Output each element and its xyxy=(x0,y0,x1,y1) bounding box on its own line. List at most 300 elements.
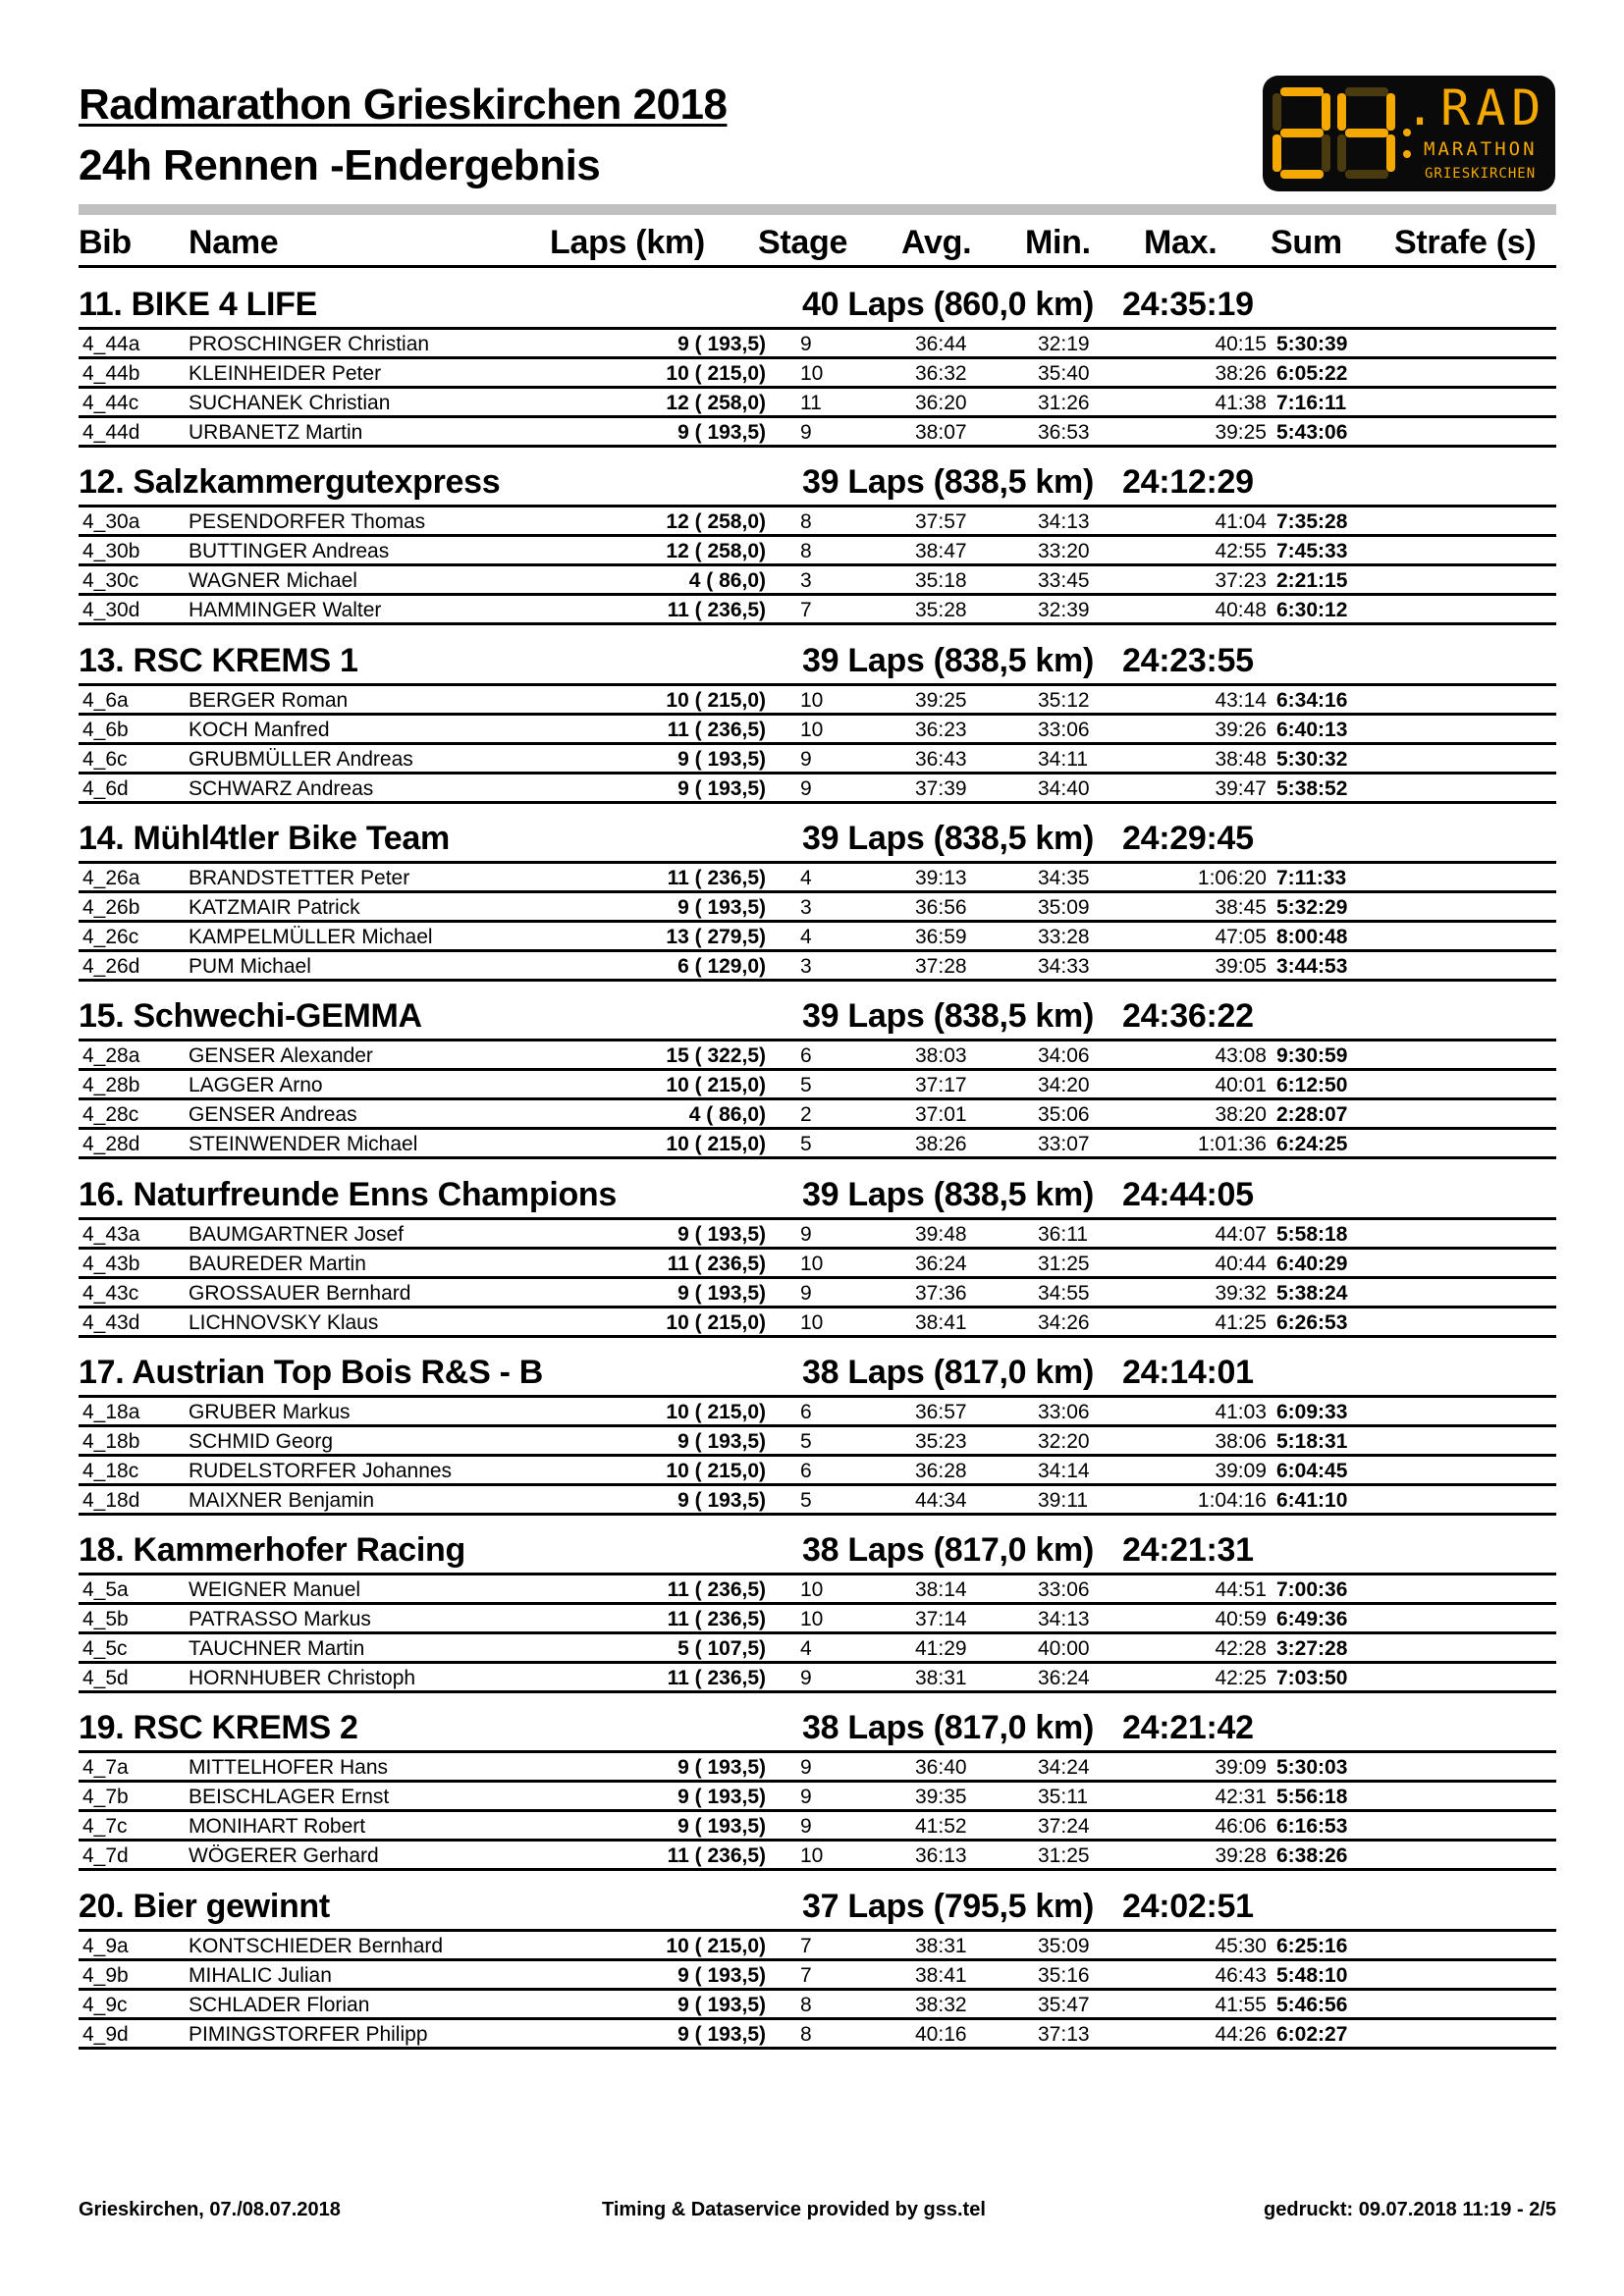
team-header xyxy=(79,1707,1556,1753)
cell-max: 45:30 xyxy=(1215,1935,1267,1957)
cell-avg: 39:35 xyxy=(915,1786,967,1808)
cell-bib: 4_9c xyxy=(82,1994,128,2016)
cell-stage: 5 xyxy=(800,1430,812,1453)
cell-min: 40:00 xyxy=(1038,1637,1090,1660)
cell-sum: 6:49:36 xyxy=(1276,1608,1348,1630)
table-row xyxy=(79,359,1556,389)
cell-stage: 10 xyxy=(800,1608,824,1630)
cell-bib: 4_7c xyxy=(82,1815,128,1838)
table-row xyxy=(79,1991,1556,2020)
cell-name: GRUBMÜLLER Andreas xyxy=(189,748,413,771)
cell-sum: 6:16:53 xyxy=(1276,1815,1348,1838)
cell-laps: 11 ( 236,5) xyxy=(667,719,766,741)
cell-name: GENSER Andreas xyxy=(189,1103,357,1126)
team-header xyxy=(79,461,1556,507)
cell-avg: 38:07 xyxy=(915,421,967,444)
team-total-time: 24:35:19 xyxy=(1122,286,1254,323)
cell-laps: 11 ( 236,5) xyxy=(667,1253,766,1275)
cell-laps: 9 ( 193,5) xyxy=(677,1994,766,2016)
cell-avg: 38:41 xyxy=(915,1311,967,1334)
cell-avg: 39:25 xyxy=(915,689,967,712)
cell-min: 34:11 xyxy=(1038,748,1088,771)
cell-laps: 9 ( 193,5) xyxy=(677,1815,766,1838)
table-row xyxy=(79,1041,1556,1071)
cell-laps: 9 ( 193,5) xyxy=(677,1223,766,1246)
team-total-laps: 37 Laps (795,5 km) xyxy=(802,1888,1094,1925)
table-row xyxy=(79,418,1556,448)
team-total-laps: 39 Laps (838,5 km) xyxy=(802,820,1094,857)
cell-bib: 4_43b xyxy=(82,1253,140,1275)
footer-printed-page: gedruckt: 09.07.2018 11:19 - 2/5 xyxy=(1264,2199,1556,2220)
cell-min: 34:13 xyxy=(1038,510,1090,533)
cell-bib: 4_30c xyxy=(82,569,139,592)
cell-max: 38:45 xyxy=(1215,896,1267,919)
table-row xyxy=(79,716,1556,745)
cell-min: 33:07 xyxy=(1038,1133,1090,1155)
cell-bib: 4_18d xyxy=(82,1489,140,1512)
cell-min: 35:09 xyxy=(1038,1935,1090,1957)
team-total-time: 24:29:45 xyxy=(1122,820,1254,857)
cell-avg: 35:23 xyxy=(915,1430,967,1453)
cell-name: GROSSAUER Bernhard xyxy=(189,1282,411,1305)
cell-name: SCHWARZ Andreas xyxy=(189,777,374,800)
cell-sum: 5:56:18 xyxy=(1276,1786,1348,1808)
cell-bib: 4_18a xyxy=(82,1401,140,1423)
cell-laps: 11 ( 236,5) xyxy=(667,1578,766,1601)
col-sum: Sum xyxy=(1271,224,1342,261)
cell-laps: 12 ( 258,0) xyxy=(666,540,766,562)
cell-stage: 10 xyxy=(800,362,824,385)
cell-min: 31:25 xyxy=(1038,1844,1090,1867)
cell-laps: 11 ( 236,5) xyxy=(667,1608,766,1630)
cell-name: MONIHART Robert xyxy=(189,1815,366,1838)
cell-avg: 37:57 xyxy=(915,510,967,533)
cell-laps: 9 ( 193,5) xyxy=(677,1430,766,1453)
table-row xyxy=(79,2020,1556,2050)
cell-stage: 4 xyxy=(800,867,812,889)
team-block xyxy=(79,1529,1556,1693)
cell-laps: 10 ( 215,0) xyxy=(666,1401,766,1423)
col-name: Name xyxy=(189,224,279,261)
table-row xyxy=(79,537,1556,566)
cell-avg: 37:36 xyxy=(915,1282,967,1305)
cell-avg: 36:32 xyxy=(915,362,967,385)
cell-name: WÖGERER Gerhard xyxy=(189,1844,379,1867)
team-block xyxy=(79,640,1556,804)
cell-name: GENSER Alexander xyxy=(189,1044,373,1067)
cell-name: KLEINHEIDER Peter xyxy=(189,362,382,385)
cell-sum: 9:30:59 xyxy=(1276,1044,1348,1067)
cell-laps: 10 ( 215,0) xyxy=(666,1460,766,1482)
cell-max: 40:44 xyxy=(1215,1253,1267,1275)
cell-min: 33:06 xyxy=(1038,1578,1090,1601)
cell-max: 1:04:16 xyxy=(1197,1489,1267,1512)
cell-stage: 8 xyxy=(800,1994,812,2016)
cell-name: PIMINGSTORFER Philipp xyxy=(189,2023,428,2046)
table-row xyxy=(79,1664,1556,1693)
cell-bib: 4_5a xyxy=(82,1578,129,1601)
col-max: Max. xyxy=(1144,224,1218,261)
cell-name: BUTTINGER Andreas xyxy=(189,540,390,562)
cell-laps: 9 ( 193,5) xyxy=(677,333,766,355)
cell-laps: 9 ( 193,5) xyxy=(677,1786,766,1808)
col-min: Min. xyxy=(1025,224,1091,261)
cell-bib: 4_6d xyxy=(82,777,129,800)
table-row xyxy=(79,1753,1556,1783)
cell-stage: 10 xyxy=(800,719,824,741)
cell-sum: 5:30:03 xyxy=(1276,1756,1348,1779)
cell-max: 39:32 xyxy=(1215,1282,1267,1305)
table-row xyxy=(79,774,1556,804)
cell-max: 1:06:20 xyxy=(1197,867,1267,889)
cell-min: 33:20 xyxy=(1038,540,1090,562)
logo-grieskirchen: GRIESKIRCHEN xyxy=(1425,166,1537,182)
cell-max: 39:47 xyxy=(1215,777,1267,800)
team-total-laps: 39 Laps (838,5 km) xyxy=(802,463,1094,501)
cell-bib: 4_7d xyxy=(82,1844,129,1867)
cell-name: HORNHUBER Christoph xyxy=(189,1667,416,1689)
cell-name: BRANDSTETTER Peter xyxy=(189,867,410,889)
cell-bib: 4_5b xyxy=(82,1608,129,1630)
cell-min: 34:33 xyxy=(1038,955,1090,978)
table-row xyxy=(79,330,1556,359)
team-title: 17. Austrian Top Bois R&S - B xyxy=(79,1354,544,1391)
cell-max: 47:05 xyxy=(1215,926,1267,948)
cell-avg: 40:16 xyxy=(915,2023,967,2046)
event-logo xyxy=(1263,76,1555,191)
cell-max: 39:26 xyxy=(1215,719,1267,741)
logo-marathon: MARATHON xyxy=(1424,138,1538,160)
footer-location-date: Grieskirchen, 07./08.07.2018 xyxy=(79,2199,341,2220)
team-title: 18. Kammerhofer Racing xyxy=(79,1531,465,1569)
team-title: 15. Schwechi-GEMMA xyxy=(79,997,422,1035)
cell-min: 34:06 xyxy=(1038,1044,1090,1067)
cell-max: 42:31 xyxy=(1215,1786,1267,1808)
cell-bib: 4_44a xyxy=(82,333,140,355)
cell-max: 42:25 xyxy=(1215,1667,1267,1689)
cell-stage: 7 xyxy=(800,1964,812,1987)
cell-min: 32:20 xyxy=(1038,1430,1090,1453)
cell-bib: 4_43d xyxy=(82,1311,140,1334)
cell-min: 36:11 xyxy=(1038,1223,1088,1246)
column-header-row xyxy=(79,220,1556,268)
cell-sum: 5:18:31 xyxy=(1276,1430,1348,1453)
team-header xyxy=(79,1886,1556,1932)
team-header xyxy=(79,995,1556,1041)
cell-max: 38:48 xyxy=(1215,748,1267,771)
cell-max: 39:09 xyxy=(1215,1460,1267,1482)
cell-laps: 9 ( 193,5) xyxy=(677,777,766,800)
col-strafe: Strafe (s) xyxy=(1394,224,1537,261)
cell-sum: 6:05:22 xyxy=(1276,362,1348,385)
cell-stage: 10 xyxy=(800,1253,824,1275)
cell-stage: 9 xyxy=(800,1223,812,1246)
cell-laps: 9 ( 193,5) xyxy=(677,1756,766,1779)
cell-avg: 38:14 xyxy=(915,1578,967,1601)
team-block xyxy=(79,461,1556,625)
cell-stage: 3 xyxy=(800,955,812,978)
cell-laps: 10 ( 215,0) xyxy=(666,1133,766,1155)
cell-max: 42:28 xyxy=(1215,1637,1267,1660)
cell-avg: 35:28 xyxy=(915,599,967,621)
page-subtitle: 24h Rennen -Endergebnis xyxy=(79,141,601,189)
cell-bib: 4_30a xyxy=(82,510,140,533)
cell-name: PROSCHINGER Christian xyxy=(189,333,430,355)
team-title: 12. Salzkammergutexpress xyxy=(79,463,501,501)
cell-stage: 6 xyxy=(800,1044,812,1067)
table-row xyxy=(79,1220,1556,1250)
cell-avg: 38:47 xyxy=(915,540,967,562)
page-footer xyxy=(79,2199,1556,2228)
cell-min: 33:28 xyxy=(1038,926,1090,948)
cell-min: 34:13 xyxy=(1038,1608,1090,1630)
cell-name: SCHMID Georg xyxy=(189,1430,334,1453)
table-row xyxy=(79,1398,1556,1427)
team-header xyxy=(79,640,1556,686)
team-header xyxy=(79,284,1556,330)
cell-name: KOCH Manfred xyxy=(189,719,330,741)
team-header xyxy=(79,1352,1556,1398)
cell-sum: 5:46:56 xyxy=(1276,1994,1348,2016)
cell-max: 44:07 xyxy=(1215,1223,1267,1246)
cell-avg: 36:44 xyxy=(915,333,967,355)
cell-min: 34:26 xyxy=(1038,1311,1090,1334)
cell-name: PESENDORFER Thomas xyxy=(189,510,426,533)
cell-bib: 4_26d xyxy=(82,955,140,978)
cell-stage: 10 xyxy=(800,689,824,712)
cell-bib: 4_6c xyxy=(82,748,128,771)
team-total-laps: 39 Laps (838,5 km) xyxy=(802,997,1094,1035)
table-row xyxy=(79,1812,1556,1842)
cell-max: 46:43 xyxy=(1215,1964,1267,1987)
cell-stage: 9 xyxy=(800,748,812,771)
cell-sum: 5:38:52 xyxy=(1276,777,1348,800)
cell-avg: 36:13 xyxy=(915,1844,967,1867)
cell-avg: 37:14 xyxy=(915,1608,967,1630)
cell-min: 35:40 xyxy=(1038,362,1090,385)
cell-avg: 36:56 xyxy=(915,896,967,919)
cell-stage: 9 xyxy=(800,333,812,355)
cell-stage: 6 xyxy=(800,1460,812,1482)
cell-stage: 10 xyxy=(800,1844,824,1867)
cell-max: 41:55 xyxy=(1215,1994,1267,2016)
cell-stage: 5 xyxy=(800,1489,812,1512)
team-header xyxy=(79,1174,1556,1220)
cell-stage: 4 xyxy=(800,926,812,948)
team-total-time: 24:02:51 xyxy=(1122,1888,1254,1925)
cell-max: 40:15 xyxy=(1215,333,1267,355)
cell-sum: 7:03:50 xyxy=(1276,1667,1348,1689)
cell-stage: 6 xyxy=(800,1401,812,1423)
team-block xyxy=(79,818,1556,982)
team-block xyxy=(79,1886,1556,2050)
cell-min: 36:24 xyxy=(1038,1667,1090,1689)
cell-name: PUM Michael xyxy=(189,955,311,978)
cell-min: 34:14 xyxy=(1038,1460,1090,1482)
cell-avg: 38:26 xyxy=(915,1133,967,1155)
cell-avg: 37:17 xyxy=(915,1074,967,1096)
table-row xyxy=(79,1308,1556,1338)
cell-avg: 36:40 xyxy=(915,1756,967,1779)
col-stage: Stage xyxy=(758,224,848,261)
cell-avg: 36:24 xyxy=(915,1253,967,1275)
cell-max: 39:09 xyxy=(1215,1756,1267,1779)
cell-min: 32:39 xyxy=(1038,599,1090,621)
table-row xyxy=(79,1457,1556,1486)
cell-laps: 11 ( 236,5) xyxy=(667,1844,766,1867)
cell-avg: 35:18 xyxy=(915,569,967,592)
team-total-laps: 39 Laps (838,5 km) xyxy=(802,1176,1094,1213)
cell-min: 36:53 xyxy=(1038,421,1090,444)
team-total-time: 24:36:22 xyxy=(1122,997,1254,1035)
cell-laps: 13 ( 279,5) xyxy=(666,926,766,948)
cell-avg: 36:59 xyxy=(915,926,967,948)
cell-max: 38:20 xyxy=(1215,1103,1267,1126)
cell-sum: 5:32:29 xyxy=(1276,896,1348,919)
cell-avg: 36:43 xyxy=(915,748,967,771)
page-title: Radmarathon Grieskirchen 2018 xyxy=(79,80,728,129)
cell-max: 41:03 xyxy=(1215,1401,1267,1423)
table-row xyxy=(79,686,1556,716)
cell-sum: 6:40:29 xyxy=(1276,1253,1348,1275)
table-row xyxy=(79,893,1556,923)
cell-laps: 9 ( 193,5) xyxy=(677,1964,766,1987)
team-block xyxy=(79,1174,1556,1338)
cell-bib: 4_9a xyxy=(82,1935,129,1957)
cell-stage: 10 xyxy=(800,1578,824,1601)
cell-sum: 6:24:25 xyxy=(1276,1133,1348,1155)
cell-stage: 7 xyxy=(800,599,812,621)
logo-rad: .RAD xyxy=(1405,80,1547,136)
cell-bib: 4_9b xyxy=(82,1964,129,1987)
cell-laps: 11 ( 236,5) xyxy=(667,867,766,889)
cell-min: 35:09 xyxy=(1038,896,1090,919)
team-block xyxy=(79,1707,1556,1871)
cell-laps: 9 ( 193,5) xyxy=(677,896,766,919)
cell-avg: 37:01 xyxy=(915,1103,967,1126)
cell-bib: 4_7a xyxy=(82,1756,129,1779)
cell-min: 33:06 xyxy=(1038,1401,1090,1423)
team-total-time: 24:14:01 xyxy=(1122,1354,1254,1391)
cell-sum: 6:26:53 xyxy=(1276,1311,1348,1334)
cell-laps: 9 ( 193,5) xyxy=(677,421,766,444)
cell-max: 40:59 xyxy=(1215,1608,1267,1630)
cell-min: 34:24 xyxy=(1038,1756,1090,1779)
cell-avg: 41:29 xyxy=(915,1637,967,1660)
cell-laps: 4 ( 86,0) xyxy=(688,1103,766,1126)
cell-min: 33:06 xyxy=(1038,719,1090,741)
cell-sum: 6:30:12 xyxy=(1276,599,1348,621)
cell-name: MIHALIC Julian xyxy=(189,1964,332,1987)
cell-sum: 7:11:33 xyxy=(1276,867,1347,889)
team-block xyxy=(79,1352,1556,1516)
cell-sum: 5:38:24 xyxy=(1276,1282,1348,1305)
cell-laps: 12 ( 258,0) xyxy=(666,392,766,414)
cell-avg: 38:03 xyxy=(915,1044,967,1067)
cell-name: LICHNOVSKY Klaus xyxy=(189,1311,379,1334)
cell-sum: 7:35:28 xyxy=(1276,510,1348,533)
cell-stage: 8 xyxy=(800,540,812,562)
table-row xyxy=(79,1100,1556,1130)
team-title: 16. Naturfreunde Enns Champions xyxy=(79,1176,618,1213)
cell-max: 41:25 xyxy=(1215,1311,1267,1334)
cell-avg: 39:13 xyxy=(915,867,967,889)
cell-laps: 4 ( 86,0) xyxy=(688,569,766,592)
cell-name: KAMPELMÜLLER Michael xyxy=(189,926,433,948)
team-title: 20. Bier gewinnt xyxy=(79,1888,330,1925)
cell-min: 35:12 xyxy=(1038,689,1090,712)
table-row xyxy=(79,507,1556,537)
cell-name: SUCHANEK Christian xyxy=(189,392,391,414)
cell-max: 40:48 xyxy=(1215,599,1267,621)
cell-stage: 11 xyxy=(800,392,822,414)
team-total-laps: 38 Laps (817,0 km) xyxy=(802,1354,1094,1391)
cell-bib: 4_5d xyxy=(82,1667,129,1689)
cell-max: 38:26 xyxy=(1215,362,1267,385)
cell-name: BAUMGARTNER Josef xyxy=(189,1223,404,1246)
cell-stage: 10 xyxy=(800,1311,824,1334)
col-bib: Bib xyxy=(79,224,132,261)
cell-laps: 9 ( 193,5) xyxy=(677,748,766,771)
cell-sum: 5:30:32 xyxy=(1276,748,1348,771)
cell-avg: 39:48 xyxy=(915,1223,967,1246)
cell-min: 37:13 xyxy=(1038,2023,1090,2046)
cell-name: BERGER Roman xyxy=(189,689,349,712)
cell-min: 35:06 xyxy=(1038,1103,1090,1126)
cell-name: BAUREDER Martin xyxy=(189,1253,366,1275)
col-laps: Laps (km) xyxy=(550,224,705,261)
cell-max: 40:01 xyxy=(1215,1074,1267,1096)
cell-name: LAGGER Arno xyxy=(189,1074,323,1096)
team-header xyxy=(79,818,1556,864)
cell-avg: 36:23 xyxy=(915,719,967,741)
cell-max: 43:08 xyxy=(1215,1044,1267,1067)
team-total-laps: 39 Laps (838,5 km) xyxy=(802,642,1094,679)
table-row xyxy=(79,1427,1556,1457)
cell-stage: 3 xyxy=(800,569,812,592)
cell-laps: 10 ( 215,0) xyxy=(666,1074,766,1096)
cell-min: 34:55 xyxy=(1038,1282,1090,1305)
team-total-laps: 38 Laps (817,0 km) xyxy=(802,1709,1094,1746)
cell-avg: 38:41 xyxy=(915,1964,967,1987)
cell-name: MAIXNER Benjamin xyxy=(189,1489,375,1512)
cell-stage: 5 xyxy=(800,1074,812,1096)
cell-bib: 4_26a xyxy=(82,867,140,889)
cell-sum: 7:45:33 xyxy=(1276,540,1348,562)
cell-stage: 8 xyxy=(800,2023,812,2046)
cell-max: 46:06 xyxy=(1215,1815,1267,1838)
table-row xyxy=(79,923,1556,952)
cell-name: SCHLADER Florian xyxy=(189,1994,370,2016)
cell-name: KATZMAIR Patrick xyxy=(189,896,360,919)
cell-laps: 9 ( 193,5) xyxy=(677,1282,766,1305)
cell-name: WAGNER Michael xyxy=(189,569,357,592)
cell-sum: 5:30:39 xyxy=(1276,333,1348,355)
cell-name: URBANETZ Martin xyxy=(189,421,363,444)
cell-laps: 10 ( 215,0) xyxy=(666,362,766,385)
cell-avg: 36:28 xyxy=(915,1460,967,1482)
table-row xyxy=(79,1634,1556,1664)
table-row xyxy=(79,1605,1556,1634)
cell-stage: 9 xyxy=(800,1667,812,1689)
team-title: 13. RSC KREMS 1 xyxy=(79,642,358,679)
table-row xyxy=(79,952,1556,982)
cell-min: 34:35 xyxy=(1038,867,1090,889)
cell-stage: 5 xyxy=(800,1133,812,1155)
cell-avg: 36:57 xyxy=(915,1401,967,1423)
cell-sum: 6:25:16 xyxy=(1276,1935,1348,1957)
team-total-time: 24:23:55 xyxy=(1122,642,1254,679)
